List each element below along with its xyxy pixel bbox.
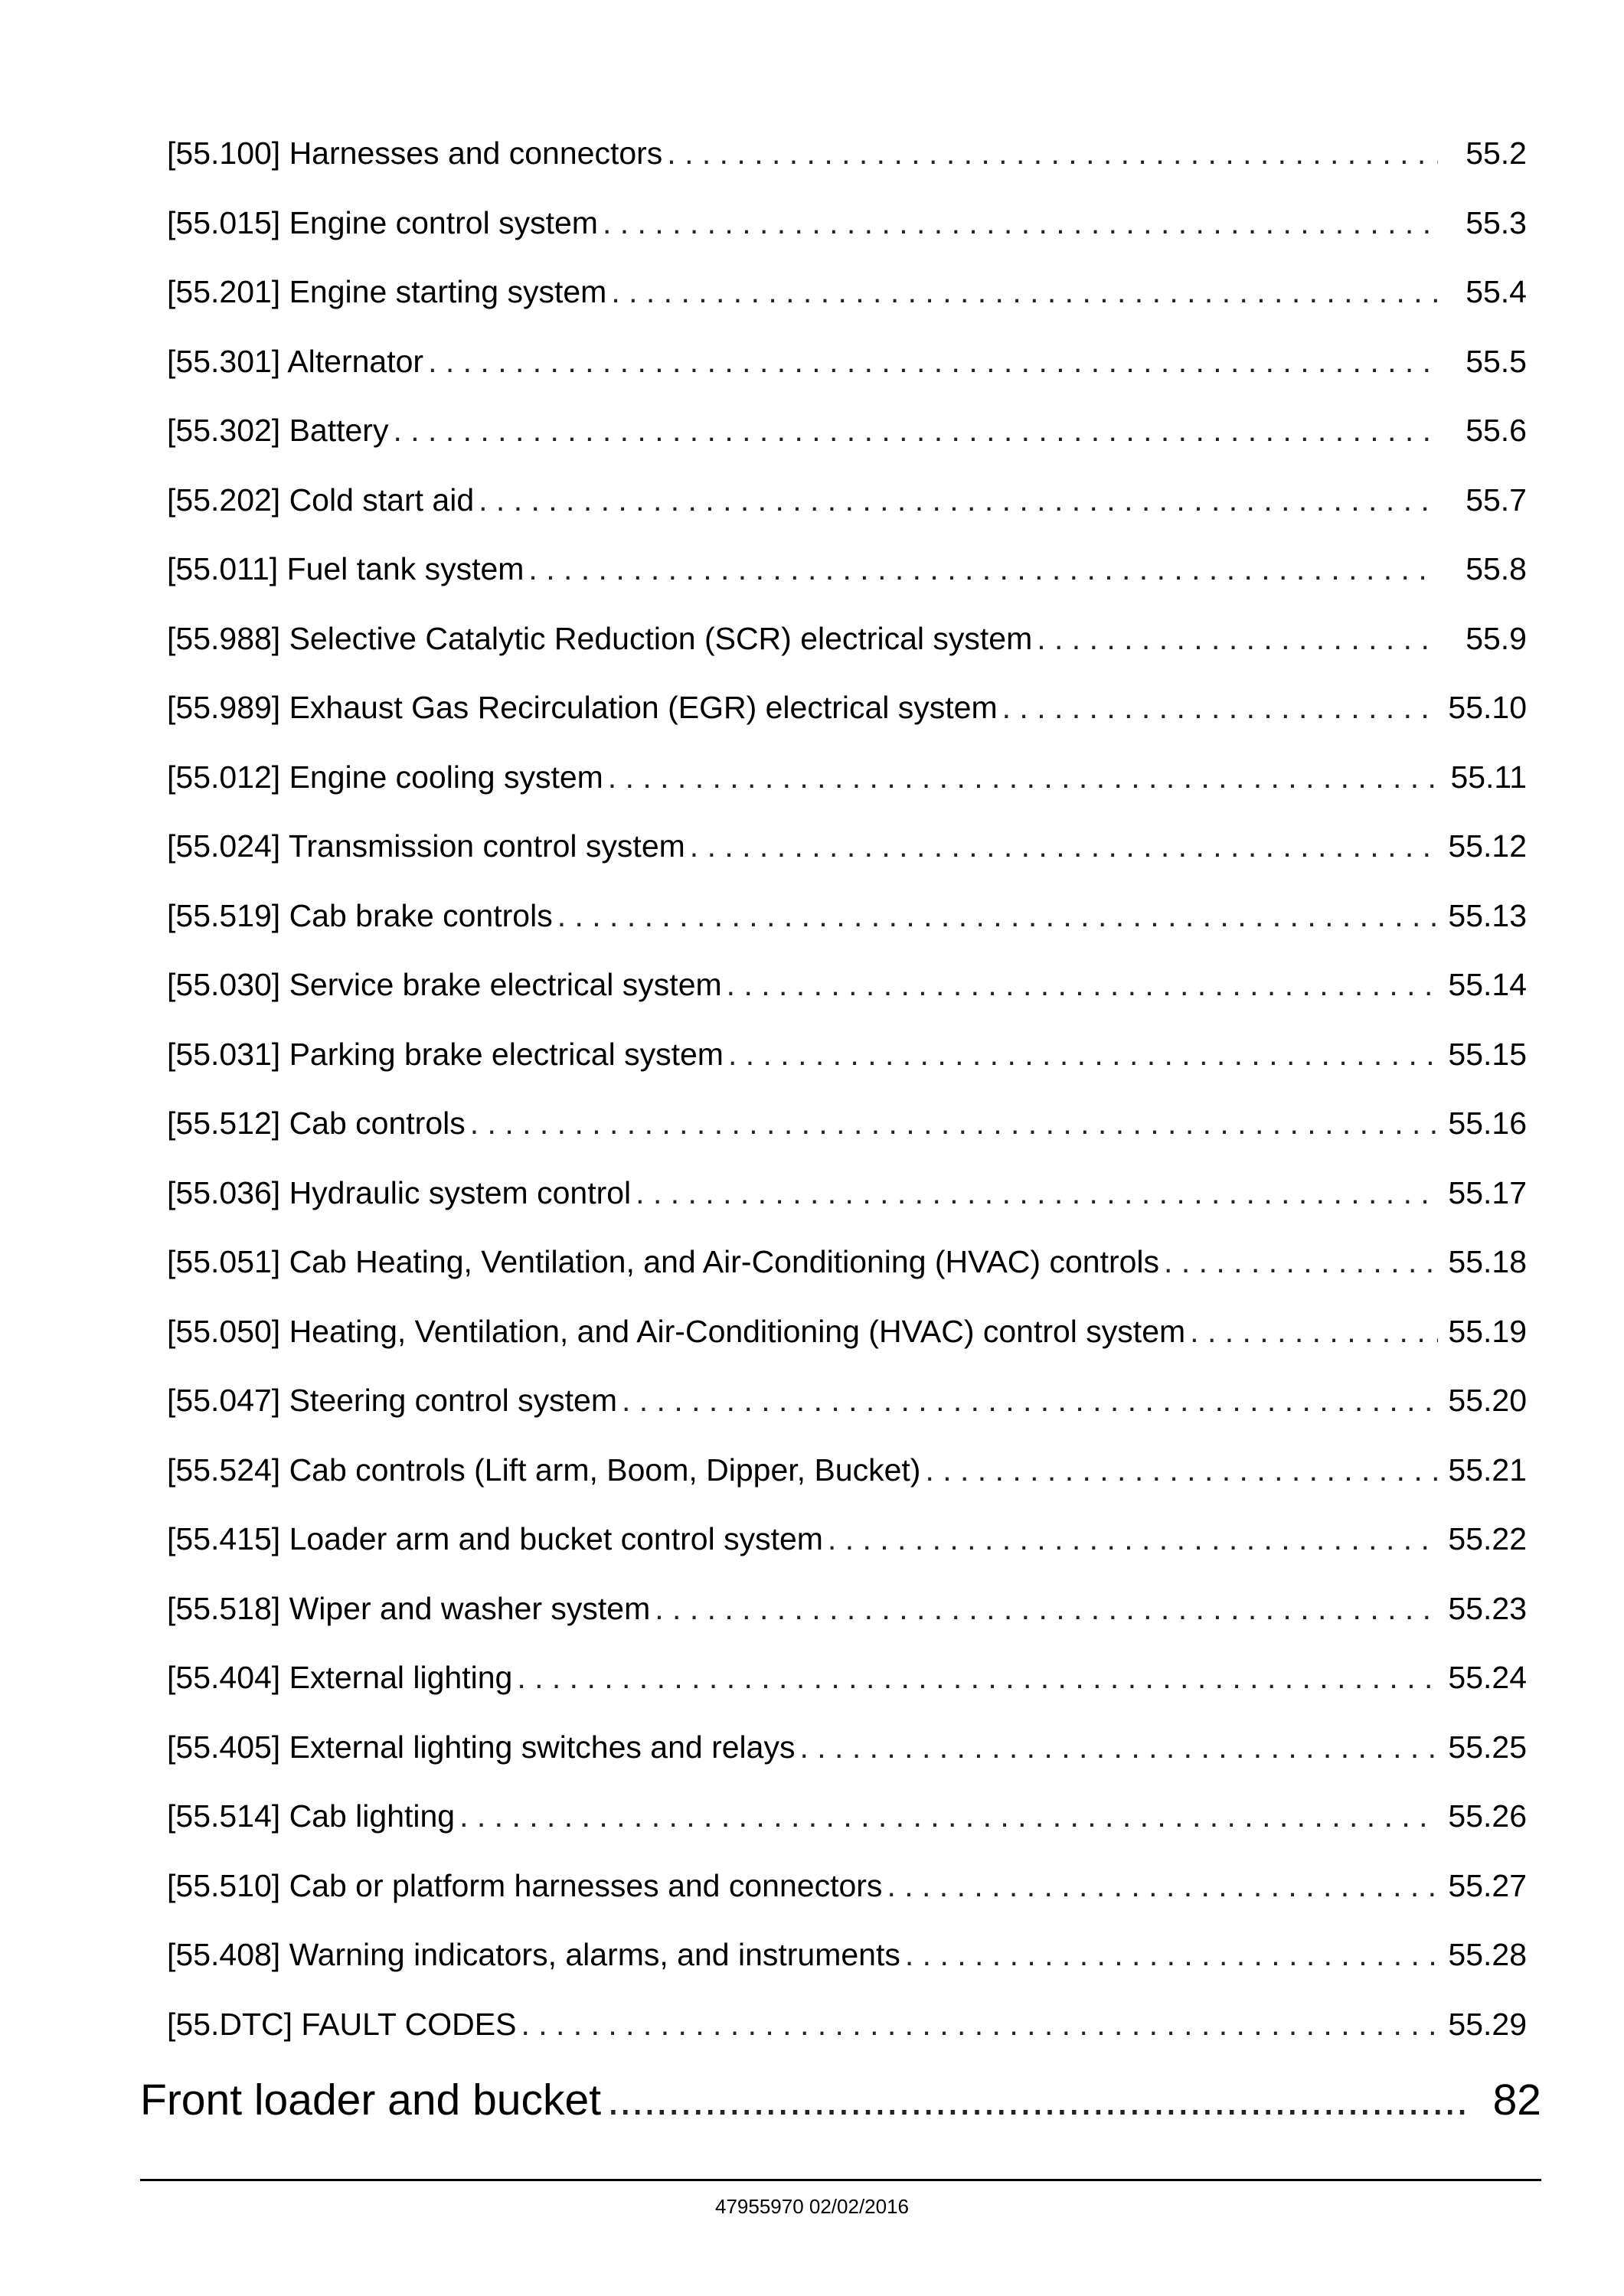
toc-entry[interactable]	[167, 1036, 1527, 1106]
toc-entry-page: 55.6	[1466, 413, 1527, 448]
dot-leader	[1002, 689, 1438, 726]
toc-entry-page: 55.21	[1448, 1452, 1527, 1488]
chapter-entry[interactable]	[140, 2075, 1541, 2125]
dot-leader	[470, 1105, 1438, 1141]
dot-leader	[607, 2075, 1466, 2125]
toc-entry[interactable]	[167, 966, 1527, 1036]
toc-entry[interactable]	[167, 135, 1527, 204]
toc-entry[interactable]	[167, 343, 1527, 413]
footer-divider	[140, 2179, 1541, 2181]
toc-entry-title: [55.512] Cab controls	[167, 1106, 466, 1141]
toc-entry-title: [55.015] Engine control system	[167, 204, 598, 240]
toc-entry[interactable]	[167, 1659, 1527, 1729]
toc-entry-title: [55.989] Exhaust Gas Recirculation (EGR) electrical system	[167, 690, 998, 725]
toc-entry-title: [55.012] Engine cooling system	[167, 759, 603, 795]
dot-leader	[655, 1590, 1438, 1627]
dot-leader	[479, 482, 1438, 518]
toc-entry-page: 55.17	[1448, 1174, 1527, 1210]
toc-entry-title: [55.DTC] FAULT CODES	[167, 2006, 517, 2042]
toc-entry[interactable]	[167, 204, 1527, 274]
dot-leader	[428, 343, 1438, 380]
toc-entry-title: [55.301] Alternator	[167, 343, 424, 379]
toc-entry-page: 55.10	[1448, 690, 1527, 725]
toc-entry-page: 55.2	[1466, 136, 1527, 171]
dot-leader	[925, 1452, 1438, 1488]
toc-entry[interactable]	[167, 1729, 1527, 1798]
toc-entry[interactable]	[167, 620, 1527, 690]
toc-entry-page: 55.20	[1448, 1383, 1527, 1418]
toc-entry[interactable]	[167, 828, 1527, 897]
dot-leader	[459, 1798, 1438, 1834]
footer-text: 47955970 02/02/2016	[714, 2195, 910, 2218]
toc-entry[interactable]	[167, 1867, 1527, 1937]
toc-entry[interactable]	[167, 897, 1527, 967]
dot-leader	[603, 204, 1438, 241]
toc-entry-page: 55.23	[1448, 1590, 1527, 1626]
toc-entry-title: [55.036] Hydraulic system control	[167, 1174, 632, 1210]
toc-entry[interactable]	[167, 550, 1527, 620]
toc-entry-page: 55.11	[1450, 759, 1527, 795]
toc-entry[interactable]	[167, 1590, 1527, 1660]
toc-entry[interactable]	[167, 689, 1527, 759]
toc-entry[interactable]	[167, 1520, 1527, 1590]
toc-entry-title: [55.404] External lighting	[167, 1660, 513, 1695]
toc-entry-page: 55.5	[1466, 343, 1527, 379]
toc-entry[interactable]	[167, 1452, 1527, 1521]
toc-entry-title: [55.518] Wiper and washer system	[167, 1590, 651, 1626]
toc-entry-title: [55.024] Transmission control system	[167, 828, 685, 864]
toc-entry-page: 55.27	[1448, 1867, 1527, 1903]
dot-leader	[728, 1036, 1438, 1073]
toc-entry-page: 55.9	[1466, 620, 1527, 656]
toc-entry-title: [55.011] Fuel tank system	[167, 551, 524, 586]
dot-leader	[528, 550, 1438, 587]
dot-leader	[799, 1729, 1438, 1765]
toc-entry-page: 55.7	[1466, 482, 1527, 518]
dot-leader	[521, 2006, 1438, 2043]
toc-entry-page: 55.16	[1448, 1106, 1527, 1141]
table-of-contents	[167, 135, 1527, 2075]
toc-entry-page: 55.22	[1448, 1521, 1527, 1556]
toc-entry[interactable]	[167, 412, 1527, 482]
toc-entry-title: [55.030] Service brake electrical system	[167, 967, 722, 1002]
dot-leader	[393, 412, 1438, 449]
toc-entry-page: 55.3	[1466, 204, 1527, 240]
toc-entry-title: [55.201] Engine starting system	[167, 274, 607, 309]
toc-entry-page: 55.18	[1448, 1244, 1527, 1279]
toc-entry[interactable]	[167, 482, 1527, 551]
dot-leader	[727, 966, 1438, 1003]
dot-leader	[1190, 1313, 1438, 1350]
toc-entry-title: [55.408] Warning indicators, alarms, and instruments	[167, 1937, 900, 1972]
dot-leader	[690, 828, 1438, 864]
toc-entry[interactable]	[167, 1105, 1527, 1174]
toc-entry-title: [55.051] Cab Heating, Ventilation, and Air-Conditioning (HVAC) controls	[167, 1244, 1160, 1279]
toc-entry-title: [55.302] Battery	[167, 413, 389, 448]
dot-leader	[1037, 620, 1438, 657]
toc-entry[interactable]	[167, 1313, 1527, 1383]
toc-entry-title: [55.415] Loader arm and bucket control system	[167, 1521, 823, 1556]
toc-entry-page: 55.8	[1466, 551, 1527, 586]
toc-entry-page: 55.19	[1448, 1313, 1527, 1349]
dot-leader	[828, 1520, 1438, 1557]
chapter-title: Front loader and bucket	[140, 2076, 602, 2125]
dot-leader	[667, 135, 1438, 171]
toc-entry-page: 55.4	[1466, 274, 1527, 309]
dot-leader	[887, 1867, 1438, 1904]
dot-leader	[608, 759, 1438, 795]
toc-entry-title: [55.050] Heating, Ventilation, and Air-Conditioning (HVAC) control system	[167, 1313, 1186, 1349]
toc-entry-title: [55.519] Cab brake controls	[167, 897, 553, 933]
toc-entry-page: 55.13	[1448, 897, 1527, 933]
toc-entry-page: 55.26	[1448, 1798, 1527, 1834]
toc-entry-title: [55.202] Cold start aid	[167, 482, 475, 518]
dot-leader	[636, 1174, 1438, 1211]
dot-leader	[557, 897, 1438, 934]
chapter-page: 82	[1492, 2076, 1541, 2125]
toc-entry-title: [55.514] Cab lighting	[167, 1798, 456, 1834]
dot-leader	[611, 273, 1438, 310]
toc-entry-page: 55.12	[1448, 828, 1527, 864]
toc-entry-page: 55.29	[1448, 2006, 1527, 2042]
toc-entry-title: [55.988] Selective Catalytic Reduction (SCR) electrical system	[167, 620, 1033, 656]
dot-leader	[905, 1936, 1438, 1973]
toc-entry[interactable]	[167, 1174, 1527, 1244]
toc-entry[interactable]	[167, 759, 1527, 828]
toc-entry[interactable]	[167, 273, 1527, 343]
toc-entry-title: [55.047] Steering control system	[167, 1383, 617, 1418]
toc-entry-page: 55.25	[1448, 1729, 1527, 1765]
toc-entry-page: 55.24	[1448, 1660, 1527, 1695]
toc-entry[interactable]	[167, 1382, 1527, 1452]
dot-leader	[1164, 1243, 1438, 1280]
toc-entry-page: 55.15	[1448, 1036, 1527, 1072]
toc-entry-title: [55.405] External lighting switches and relays	[167, 1729, 796, 1765]
toc-entry[interactable]	[167, 1243, 1527, 1313]
toc-entry-title: [55.031] Parking brake electrical system	[167, 1036, 724, 1072]
dot-leader	[622, 1382, 1438, 1419]
toc-entry[interactable]	[167, 2006, 1527, 2076]
dot-leader	[517, 1659, 1438, 1696]
toc-entry-title: [55.524] Cab controls (Lift arm, Boom, Dipper, Bucket)	[167, 1452, 921, 1488]
toc-entry-page: 55.14	[1448, 967, 1527, 1002]
toc-entry[interactable]	[167, 1936, 1527, 2006]
toc-entry-title: [55.510] Cab or platform harnesses and connectors	[167, 1867, 883, 1903]
toc-entry-page: 55.28	[1448, 1937, 1527, 1972]
toc-entry[interactable]	[167, 1798, 1527, 1867]
toc-entry-title: [55.100] Harnesses and connectors	[167, 136, 663, 171]
